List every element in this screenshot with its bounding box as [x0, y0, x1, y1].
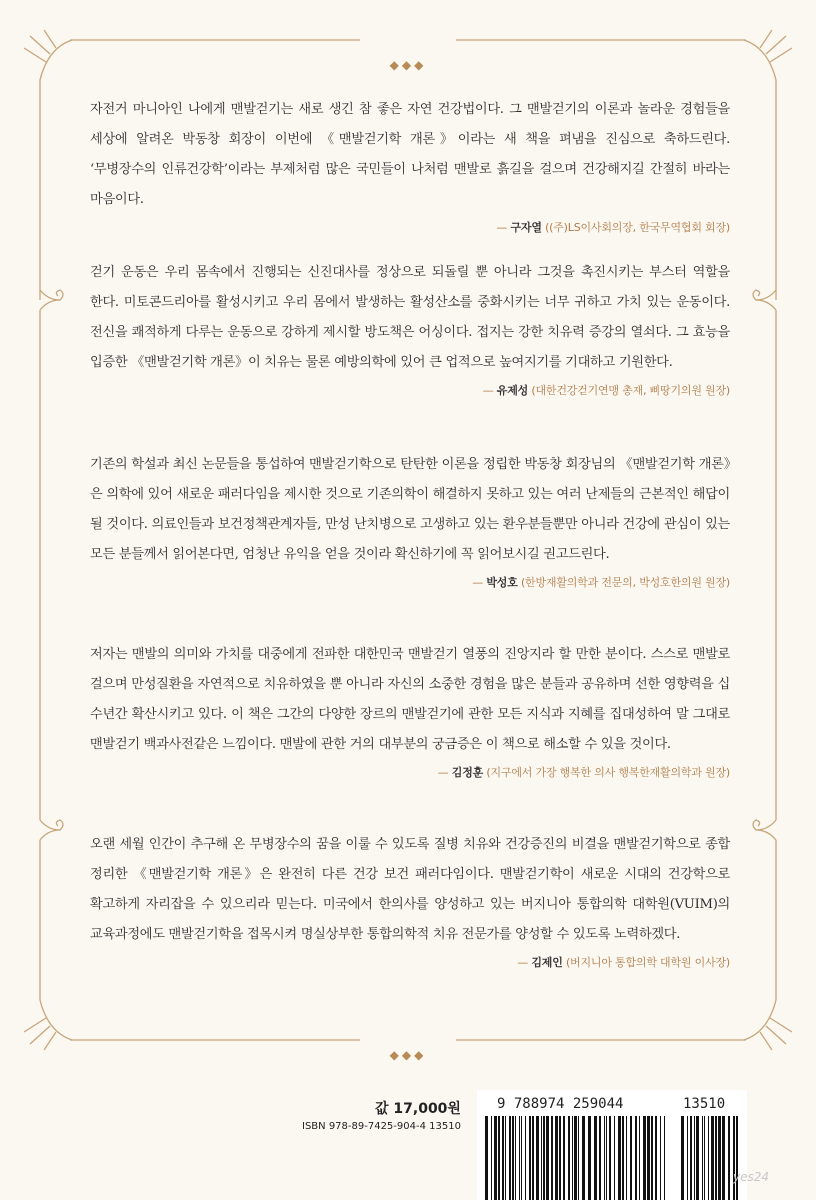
barcode-bar	[568, 1116, 570, 1200]
barcode-bar	[578, 1116, 579, 1200]
barcode-bar	[690, 1116, 692, 1200]
endorser-affiliation: (지구에서 가장 행복한 의사 행복한재활의학과 원장)	[486, 766, 730, 779]
barcode-bar	[543, 1116, 545, 1200]
barcode-bar	[574, 1116, 577, 1200]
endorser-name: 유제성	[496, 384, 529, 397]
endorsement-signature	[90, 574, 730, 590]
barcode-bar	[687, 1116, 688, 1200]
bottom-right-corner-ornament	[456, 1000, 792, 1050]
barcode-bar	[509, 1116, 511, 1200]
left-side-curl	[40, 290, 63, 1000]
watermark: yes24	[733, 1170, 770, 1184]
barcode-bar	[594, 1116, 597, 1200]
signature-dash: —	[517, 956, 529, 969]
endorsement-3	[90, 450, 730, 590]
endorser-name: 박성호	[486, 576, 518, 589]
signature-dash: —	[496, 221, 508, 234]
barcode-bar	[559, 1116, 561, 1200]
barcode-bar	[512, 1116, 514, 1200]
barcode-bar	[704, 1116, 705, 1200]
signature-dash: —	[482, 384, 494, 397]
barcode-digits: 9 788974 259044	[497, 1096, 624, 1112]
isbn-barcode	[477, 1090, 747, 1200]
signature-dash: —	[472, 576, 484, 589]
barcode-bar	[498, 1116, 500, 1200]
barcode-bar	[630, 1116, 632, 1200]
barcode-bar	[635, 1116, 637, 1200]
endorsement-text: 자전거 마니아인 나에게 맨발걷기는 새로 생긴 참 좋은 자연 건강법이다. 그 맨발걷기의 이론과 놀라운 경험들을 세상에 알려온 박동창 회장이 이번에 《맨발걷기학 개론》이라는 새 책을 펴냄을 진심으로 축하드린다. ‘무병장수의 인류건강학’이라는 부제처럼 많은 국민들이 나처럼 맨발로 흙길을 걸으며 건강해지길 간절히 바라는 마음이다.	[90, 102, 730, 207]
barcode-bar	[485, 1116, 488, 1200]
barcode-bar	[555, 1116, 558, 1200]
endorsement-5	[90, 830, 730, 970]
barcode-bar	[715, 1116, 717, 1200]
endorsement-signature	[90, 954, 730, 970]
endorser-name: 김정훈	[451, 766, 484, 779]
endorser-affiliation: (한방재활의학과 전문의, 박성호한의원 원장)	[520, 576, 730, 589]
endorsement-2	[90, 258, 730, 398]
barcode-bar	[614, 1116, 615, 1200]
bottom-left-corner-ornament	[24, 1000, 360, 1050]
endorsement-text: 저자는 맨발의 의미와 가치를 대중에게 전파한 대한민국 맨발걷기 열풍의 진앙지라 할 만한 분이다. 스스로 맨발로 걸으며 만성질환을 자연적으로 치유하였을 뿐 아니라 자신의 소중한 경험을 많은 분들과 공유하며 선한 영향력을 십 수년간 확산시키고 있다. 이 책은 그간의 다양한 장르의 맨발걷기에 관한 모든 지식과 지혜를 집대성하여 말 그대로 맨발걷기 백과사전같은 느낌이다. 맨발에 관한 거의 대부분의 궁금증은 이 책으로 해소할 수 있을 것이다.	[90, 647, 730, 752]
barcode-bar	[551, 1116, 553, 1200]
bottom-ornament: ◆◆◆	[389, 1048, 427, 1062]
barcode-bar	[519, 1116, 520, 1200]
barcode-bar	[694, 1116, 695, 1200]
endorsement-text: 오랜 세월 인간이 추구해 온 무병장수의 꿈을 이룰 수 있도록 질병 치유와 건강증진의 비결을 맨발걷기학으로 종합 정리한 《맨발걷기학 개론》은 완전히 다른 건강 보건 패러다임이다. 맨발걷기학이 새로운 시대의 건강학으로 확고하게 자리잡을 수 있으리라 믿는다. 미국에서 한의사를 양성하고 있는 버지니아 통합의학 대학원(VUIM)의 교육과정에도 맨발걷기학을 접목시켜 명실상부한 통합의학적 치유 전문가를 양성할 수 있도록 노력하겠다.	[90, 837, 730, 942]
endorsement-4	[90, 640, 730, 780]
barcode-bar	[582, 1116, 585, 1200]
barcode-bar	[494, 1116, 497, 1200]
barcode-bar	[626, 1116, 627, 1200]
barcode-bar	[599, 1116, 601, 1200]
endorsement-text: 걷기 운동은 우리 몸속에서 진행되는 신진대사를 정상으로 되돌릴 뿐 아니라 그것을 촉진시키는 부스터 역할을 한다. 미토콘드리아를 활성시키고 우리 몸에서 발생하는 활성산소를 중화시키는 너무 귀하고 가치 있는 운동이다. 전신을 쾌적하게 다루는 운동으로 강하게 제시할 방도책은 어싱이다. 접지는 강한 치유력 증강의 열쇠다. 그 효능을 입증한 《맨발걷기학 개론》이 치유는 물론 예방의학에 있어 큰 업적으로 높여지기를 기대하고 기원한다.	[90, 265, 730, 370]
barcode-bar	[711, 1116, 714, 1200]
barcode-bar	[618, 1116, 621, 1200]
barcode-bar	[660, 1116, 661, 1200]
barcode-bar	[651, 1116, 653, 1200]
barcode-bar	[664, 1116, 665, 1200]
endorsement-1	[90, 95, 730, 235]
barcode-bar	[572, 1116, 573, 1200]
barcode-bar	[696, 1116, 699, 1200]
endorsement-text: 기존의 학설과 최신 논문들을 통섭하여 맨발걷기학으로 탄탄한 이론을 정립한 박동창 회장님의 《맨발걷기학 개론》은 의학에 있어 새로운 패러다임을 제시한 것으로 기존의학이 해결하지 못하고 있는 여러 난제들의 근본적인 해답이 될 것이다. 의료인들과 보건정책관계자들, 만성 난치병으로 고생하고 있는 환우분들뿐만 아니라 건강에 관심이 있는 모든 분들께서 읽어본다면, 엄청난 유익을 얻을 것이라 확신하기에 꼭 읽어보시길 권고드린다.	[90, 457, 730, 562]
endorser-affiliation: ((주)LS이사회의장, 한국무역협회 회장)	[545, 221, 730, 234]
barcode-bar	[532, 1116, 534, 1200]
barcode-bar	[515, 1116, 516, 1200]
barcode-bar	[529, 1116, 531, 1200]
barcode-bar	[588, 1116, 591, 1200]
barcode-bar	[541, 1116, 542, 1200]
top-ornament: ◆◆◆	[389, 58, 427, 72]
barcode-bar	[609, 1116, 611, 1200]
barcode-bar	[502, 1116, 504, 1200]
barcode-bar	[639, 1116, 640, 1200]
barcode-bar	[536, 1116, 539, 1200]
barcode-bar	[606, 1116, 607, 1200]
barcode-addon: 13510	[683, 1096, 726, 1112]
right-side-curl	[753, 290, 776, 1000]
barcode-bar	[708, 1116, 709, 1200]
barcode-bar	[736, 1116, 738, 1200]
endorser-affiliation: (버지니아 통합의학 대학원 이사장)	[565, 956, 730, 969]
barcode-bar	[647, 1116, 650, 1200]
barcode-bar	[728, 1116, 730, 1200]
barcode-bar	[702, 1116, 703, 1200]
barcode-bar	[525, 1116, 526, 1200]
endorser-name: 구자열	[510, 221, 542, 234]
barcode-bar	[643, 1116, 646, 1200]
barcode-bar	[681, 1116, 684, 1200]
barcode-bar	[718, 1116, 721, 1200]
barcode-bar	[722, 1116, 725, 1200]
endorser-affiliation: (대한건강걷기연맹 총재, 삐땅기의원 원장)	[531, 384, 730, 397]
price-label: 값 17,000원	[375, 1101, 461, 1117]
endorsement-signature	[90, 764, 730, 780]
barcode-bar	[521, 1116, 522, 1200]
endorser-name: 김제인	[531, 956, 563, 969]
endorsement-signature	[90, 382, 730, 398]
barcode-bar	[505, 1116, 506, 1200]
barcode-bar	[622, 1116, 624, 1200]
signature-dash: —	[437, 766, 449, 779]
barcode-bar	[563, 1116, 565, 1200]
barcode-bar	[491, 1116, 492, 1200]
barcode-bar	[604, 1116, 605, 1200]
isbn-label: ISBN 978-89-7425-904-4 13510	[302, 1121, 461, 1132]
endorsement-signature	[90, 219, 730, 235]
barcode-bar	[546, 1116, 549, 1200]
barcode-bar	[733, 1116, 735, 1200]
barcode-bar	[655, 1116, 657, 1200]
